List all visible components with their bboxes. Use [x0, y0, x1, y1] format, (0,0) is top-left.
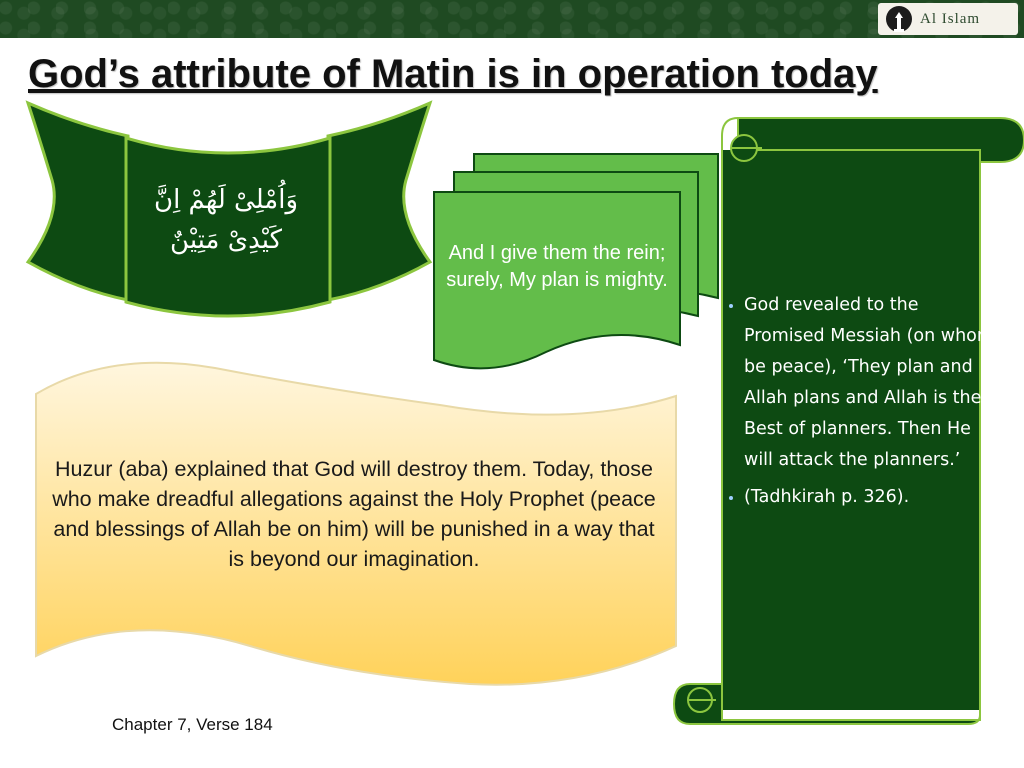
verse-translation: And I give them the rein; surely, My plan is mighty.	[446, 242, 668, 291]
arabic-verse: وَاُمْلِىْ لَهُمْ اِنَّ كَيْدِىْ مَتِيْنٌ	[153, 185, 299, 255]
revelation-list	[726, 290, 996, 519]
logo-text: Al Islam	[920, 10, 981, 27]
verse-reference: Chapter 7, Verse 184	[112, 715, 273, 734]
explanation-text: Huzur (aba) explained that God will destroy them. Today, those who make dreadful allegations against the Holy Prophet (peace and blessings of Allah be on him) will be punished in a way that is beyond our imagination.	[52, 457, 656, 571]
revelation-bullet: • (Tadhkirah p. 326).	[744, 482, 996, 513]
revelation-bullet: • God revealed to the Promised Messiah (on whom be peace), ‘They plan and Allah plans and Allah is the Best of planners. Then He will attack the planners.’	[744, 290, 996, 476]
slide-title: God’s attribute of Matin is in operation today	[28, 52, 878, 96]
